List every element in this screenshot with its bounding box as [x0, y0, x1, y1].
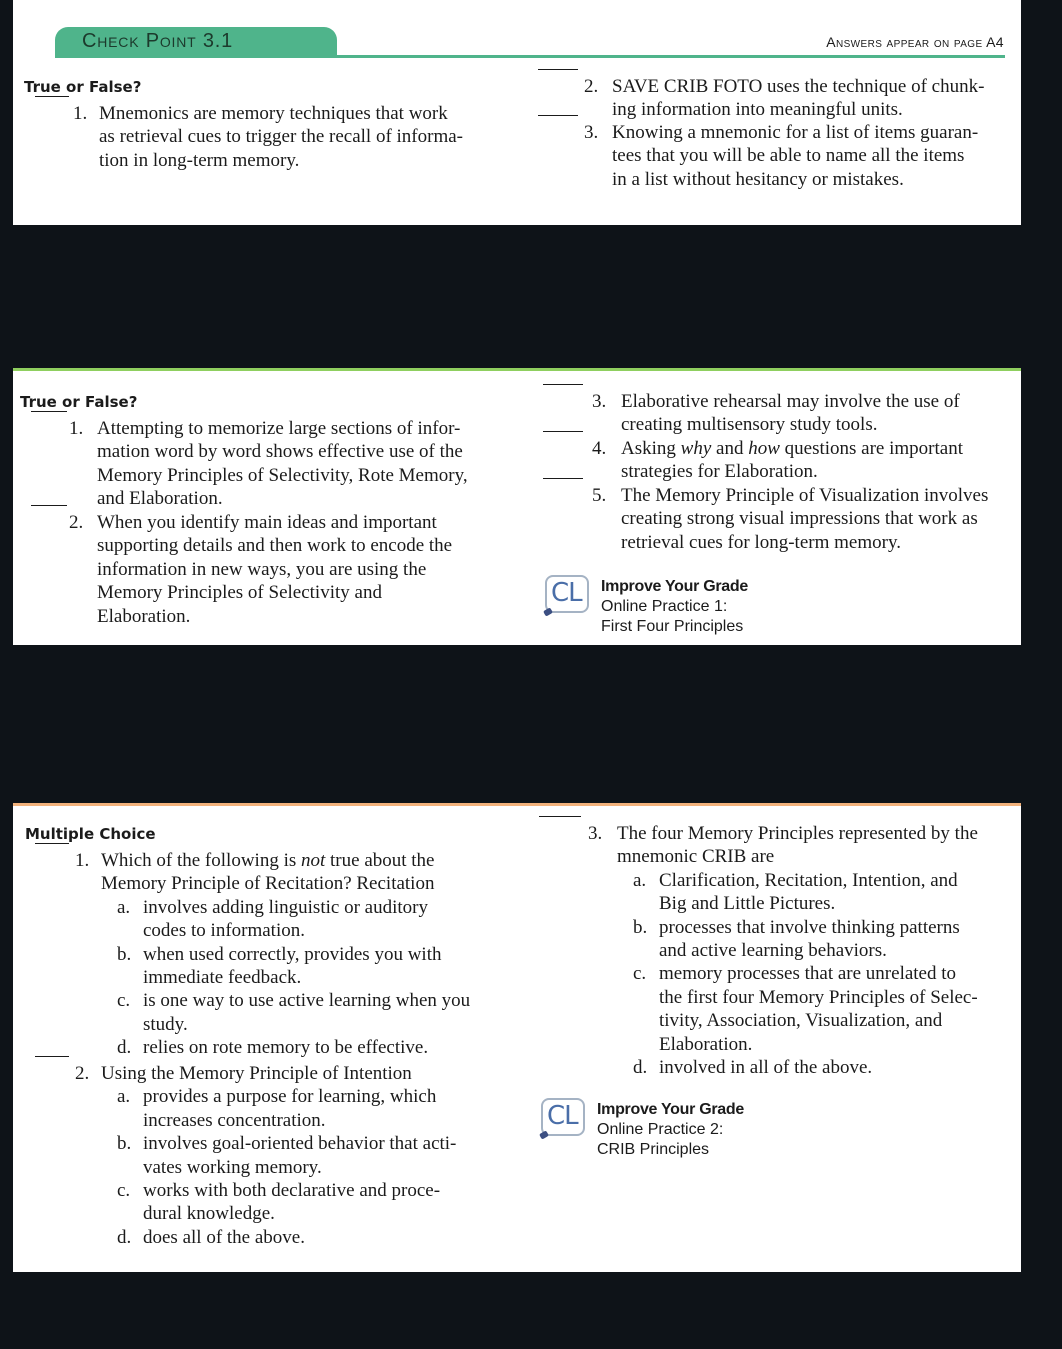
question-text-line: information in new ways, you are using the	[97, 558, 427, 580]
question-number: 1.	[69, 418, 84, 439]
panel-top-rule	[13, 368, 1021, 371]
true-false-panel	[13, 368, 1021, 645]
question-text-line: creating multisensory study tools.	[621, 414, 878, 436]
question-text-line: The four Memory Principles represented by the	[617, 823, 978, 844]
answer-blank[interactable]	[543, 478, 583, 479]
question-text-line: creating strong visual impressions that work as	[621, 508, 978, 530]
question-text-line: mnemonic CRIB are	[617, 846, 775, 868]
choice-c[interactable]: c. memory processes that are unrelated to the first four Memory Principles of Selec- tivity, Association, Visualization, and Elaboration.	[633, 963, 978, 1055]
answer-blank[interactable]	[543, 431, 583, 432]
choice-c[interactable]: c. works with both declarative and proce- dural knowledge.	[117, 1180, 441, 1225]
panel-top-rule	[13, 803, 1021, 806]
question-text-line: Attempting to memorize large sections of infor-	[97, 418, 461, 439]
question-number: 5.	[592, 485, 607, 506]
question-text-line: as retrieval cues to trigger the recall of informa-	[99, 126, 463, 148]
question-number: 3.	[584, 122, 599, 143]
question-text-line: Memory Principles of Selectivity, Rote Memory,	[97, 464, 468, 486]
question-text-line: Elaborative rehearsal may involve the use of	[621, 391, 960, 412]
question-text-line: SAVE CRIB FOTO uses the technique of chunk-	[612, 76, 985, 97]
check-point-title: Check Point 3.1	[82, 30, 234, 52]
question-text-line: The Memory Principle of Visualization involves	[621, 485, 989, 506]
choice-d[interactable]: d. relies on rote memory to be effective.	[117, 1037, 429, 1059]
question-text-line: Memory Principles of Selectivity and	[97, 582, 382, 604]
choice-a[interactable]: a. involves adding linguistic or auditory codes to information.	[117, 896, 428, 942]
cl-logo-icon: CL	[545, 575, 589, 613]
question-number: 3.	[592, 391, 607, 412]
choice-b[interactable]: b. involves goal-oriented behavior that acti- vates working memory.	[117, 1133, 457, 1178]
choice-a[interactable]: a. provides a purpose for learning, which increases concentration.	[117, 1086, 437, 1131]
choice-c[interactable]: c. is one way to use active learning when you study.	[117, 990, 471, 1035]
question-text-line: Which of the following is not true about the	[101, 850, 435, 871]
choice-a[interactable]: a. Clarification, Recitation, Intention, and Big and Little Pictures.	[633, 869, 958, 915]
question-text-line: tees that you will be able to name all the items	[612, 145, 965, 167]
question-number: 2.	[69, 512, 84, 533]
answer-blank[interactable]	[543, 384, 583, 385]
question-text-line: Elaboration.	[97, 605, 191, 627]
question-number: 2.	[75, 1063, 90, 1084]
answer-blank[interactable]	[538, 69, 578, 70]
check-point-tab	[55, 27, 337, 57]
question-text-line: Mnemonics are memory techniques that work	[99, 103, 448, 124]
question-text-line: retrieval cues for long-term memory.	[621, 531, 901, 553]
promo-title: Improve Your Grade	[601, 578, 748, 595]
check-point-panel	[13, 0, 1021, 225]
multiple-choice-panel	[13, 803, 1021, 1272]
cl-logo-icon: CL	[541, 1098, 585, 1136]
question-text-line: ing information into meaningful units.	[612, 99, 903, 121]
choice-b[interactable]: b. processes that involve thinking patterns and active learning behaviors.	[633, 916, 960, 962]
question-text-line: tion in long-term memory.	[99, 149, 300, 171]
question-text-line: Knowing a mnemonic for a list of items guaran-	[612, 122, 979, 143]
choice-d[interactable]: d. involved in all of the above.	[633, 1057, 873, 1079]
section-heading: Multiple Choice	[25, 825, 156, 843]
question-1	[35, 849, 515, 1060]
choice-d[interactable]: d. does all of the above.	[117, 1226, 305, 1248]
question-text-line: Memory Principle of Recitation? Recitation	[101, 873, 435, 895]
question-text-line: Asking why and how questions are important	[621, 438, 963, 459]
question-3	[539, 822, 1019, 1079]
answer-blank[interactable]	[31, 411, 67, 412]
question-number: 2.	[584, 76, 599, 97]
question-number: 3.	[588, 823, 603, 844]
question-number: 1.	[73, 103, 88, 124]
choice-b[interactable]: b. when used correctly, provides you with immediate feedback.	[117, 943, 442, 989]
promo-line: CRIB Principles	[597, 1141, 710, 1158]
question-text-line: mation word by word shows effective use of the	[97, 441, 463, 463]
question-text-line: and Elaboration.	[97, 488, 223, 510]
answer-blank[interactable]	[31, 505, 67, 506]
question-number: 4.	[592, 438, 607, 459]
question-text-line: supporting details and then work to encode the	[97, 535, 453, 557]
question-text-line: Using the Memory Principle of Intention	[101, 1063, 412, 1084]
answer-blank[interactable]	[35, 843, 69, 844]
question-text-line: in a list without hesitancy or mistakes.	[612, 168, 904, 190]
question-2	[35, 1062, 515, 1249]
section-heading: True or False?	[20, 393, 138, 411]
question-number: 1.	[75, 850, 90, 871]
answer-blank[interactable]	[538, 115, 578, 116]
answer-blank[interactable]	[539, 816, 581, 817]
promo-line: Online Practice 1:	[601, 598, 728, 615]
promo-line: First Four Principles	[601, 618, 744, 635]
answers-note: Answers appear on page A4	[826, 34, 1004, 50]
answer-blank[interactable]	[35, 1056, 69, 1057]
section-heading: True or False?	[24, 78, 142, 96]
answer-blank[interactable]	[35, 96, 69, 97]
promo-title: Improve Your Grade	[597, 1101, 744, 1118]
question-text-line: When you identify main ideas and important	[97, 512, 437, 533]
question-text-line: strategies for Elaboration.	[621, 461, 818, 483]
promo-line: Online Practice 2:	[597, 1121, 724, 1138]
